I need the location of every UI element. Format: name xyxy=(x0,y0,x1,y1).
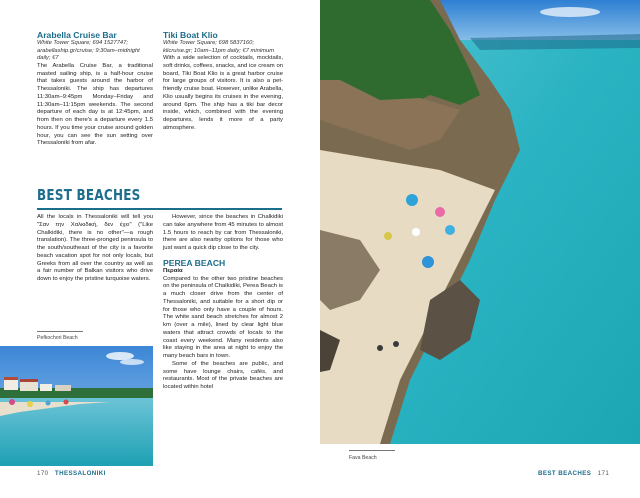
best-beaches-heading: BEST BEACHES xyxy=(37,186,141,204)
fava-beach-photo xyxy=(320,0,640,444)
heading-rule xyxy=(37,208,282,210)
photo-caption-left: Pefkochori Beach xyxy=(37,335,78,341)
perea-p1: Compared to the other two pristine beaches on the peninsula of Chalkidiki, Perea Beach is a much closer drive from the center of Thessaloniki, and suitable for a short dip or for those who only have a couple of hours. The white sand beach stretches for almost 2 km (over a mile), lined by clear light blue waters that attract crowds of locals to the coast every weekend. Many residents also like staying in the area at night to enjoy the many beach bars in town. xyxy=(163,275,283,359)
tiki-title: Tiki Boat Klio xyxy=(163,30,218,40)
perea-title: PEREA BEACH xyxy=(163,257,226,268)
arabella-entry xyxy=(37,30,153,148)
best-beaches-p1: All the locals in Thessaloniki will tell you "Σαν την Χαλκιδική, δεν έχει" ("Like Chalkidiki, there is no other"—a rough translation). The three-pronged peninsula to the south/southeast of the city is a favorite beach vacation spot for not only locals, but Greeks from all over the country as well as a fair number of Balkan visitors who drive down to enjoy the pristine turquoise waters. xyxy=(37,214,153,282)
arabella-title: Arabella Cruise Bar xyxy=(37,30,117,40)
section-label-left: THESSALONIKI xyxy=(54,470,106,477)
page-number-right: 171 xyxy=(597,470,610,477)
perea-p2: Some of the beaches are public, and some have lounge chairs, cafés, and restaurants. Most of the private beaches are located within hotel xyxy=(163,360,283,390)
best-beaches-p2: However, since the beaches in Chalkidiki can take anywhere from 45 minutes to almost 1.5 hours to reach by car from Thessaloniki, there are also nearby options for those who just want a quick dip close to the city. xyxy=(163,214,283,251)
pefkochori-beach-photo xyxy=(0,346,153,466)
perea-greek: Περαία xyxy=(163,267,183,274)
photo-caption-right: Fava Beach xyxy=(349,455,377,461)
caption-rule-right xyxy=(349,450,395,451)
tiki-meta: White Tower Square; 698 5837160; klicruise.gr; 10am–11pm daily; €7 minimum xyxy=(163,40,275,54)
tiki-body: With a wide selection of cocktails, mocktails, soft drinks, coffees, snacks, and ice cream on board, Tiki Boat Klio is a great harbor cruise for large groups of visitors. It is also a pet-friendly cruise boat. However, unlike Arabella, Klio usually begins its cruises in the evening, around 6pm. The ship has a tiki bar decor inside, which, combined with the evening departures, lends it more of a party atmosphere. xyxy=(163,55,283,131)
footer-left xyxy=(37,470,106,477)
arabella-body: The Arabella Cruise Bar, a traditional masted sailing ship, is a half-hour cruise that takes guests around the harbor of Thessaloniki. The ship has departures 11:30am–9:45pm Monday–Friday and 11:30am–11:15pm weekends. The second departure of each day is at 12:45pm, and from then on there's a departure every 1.5 hours. If you time your cruise around golden hour, you can see the sun setting over Thessaloniki from afar. xyxy=(37,62,153,147)
section-label-right: BEST BEACHES xyxy=(538,470,592,477)
caption-rule-left xyxy=(37,331,83,332)
best-beaches-intro xyxy=(37,214,153,284)
arabella-meta: White Tower Square; 694 1527747; arabellaship.gr/cruise; 9:30am–midnight daily; €7 xyxy=(37,40,140,62)
page-number-left: 170 xyxy=(37,470,49,477)
footer-right xyxy=(538,470,609,477)
best-beaches-col2 xyxy=(163,214,283,392)
tiki-entry xyxy=(163,30,283,133)
